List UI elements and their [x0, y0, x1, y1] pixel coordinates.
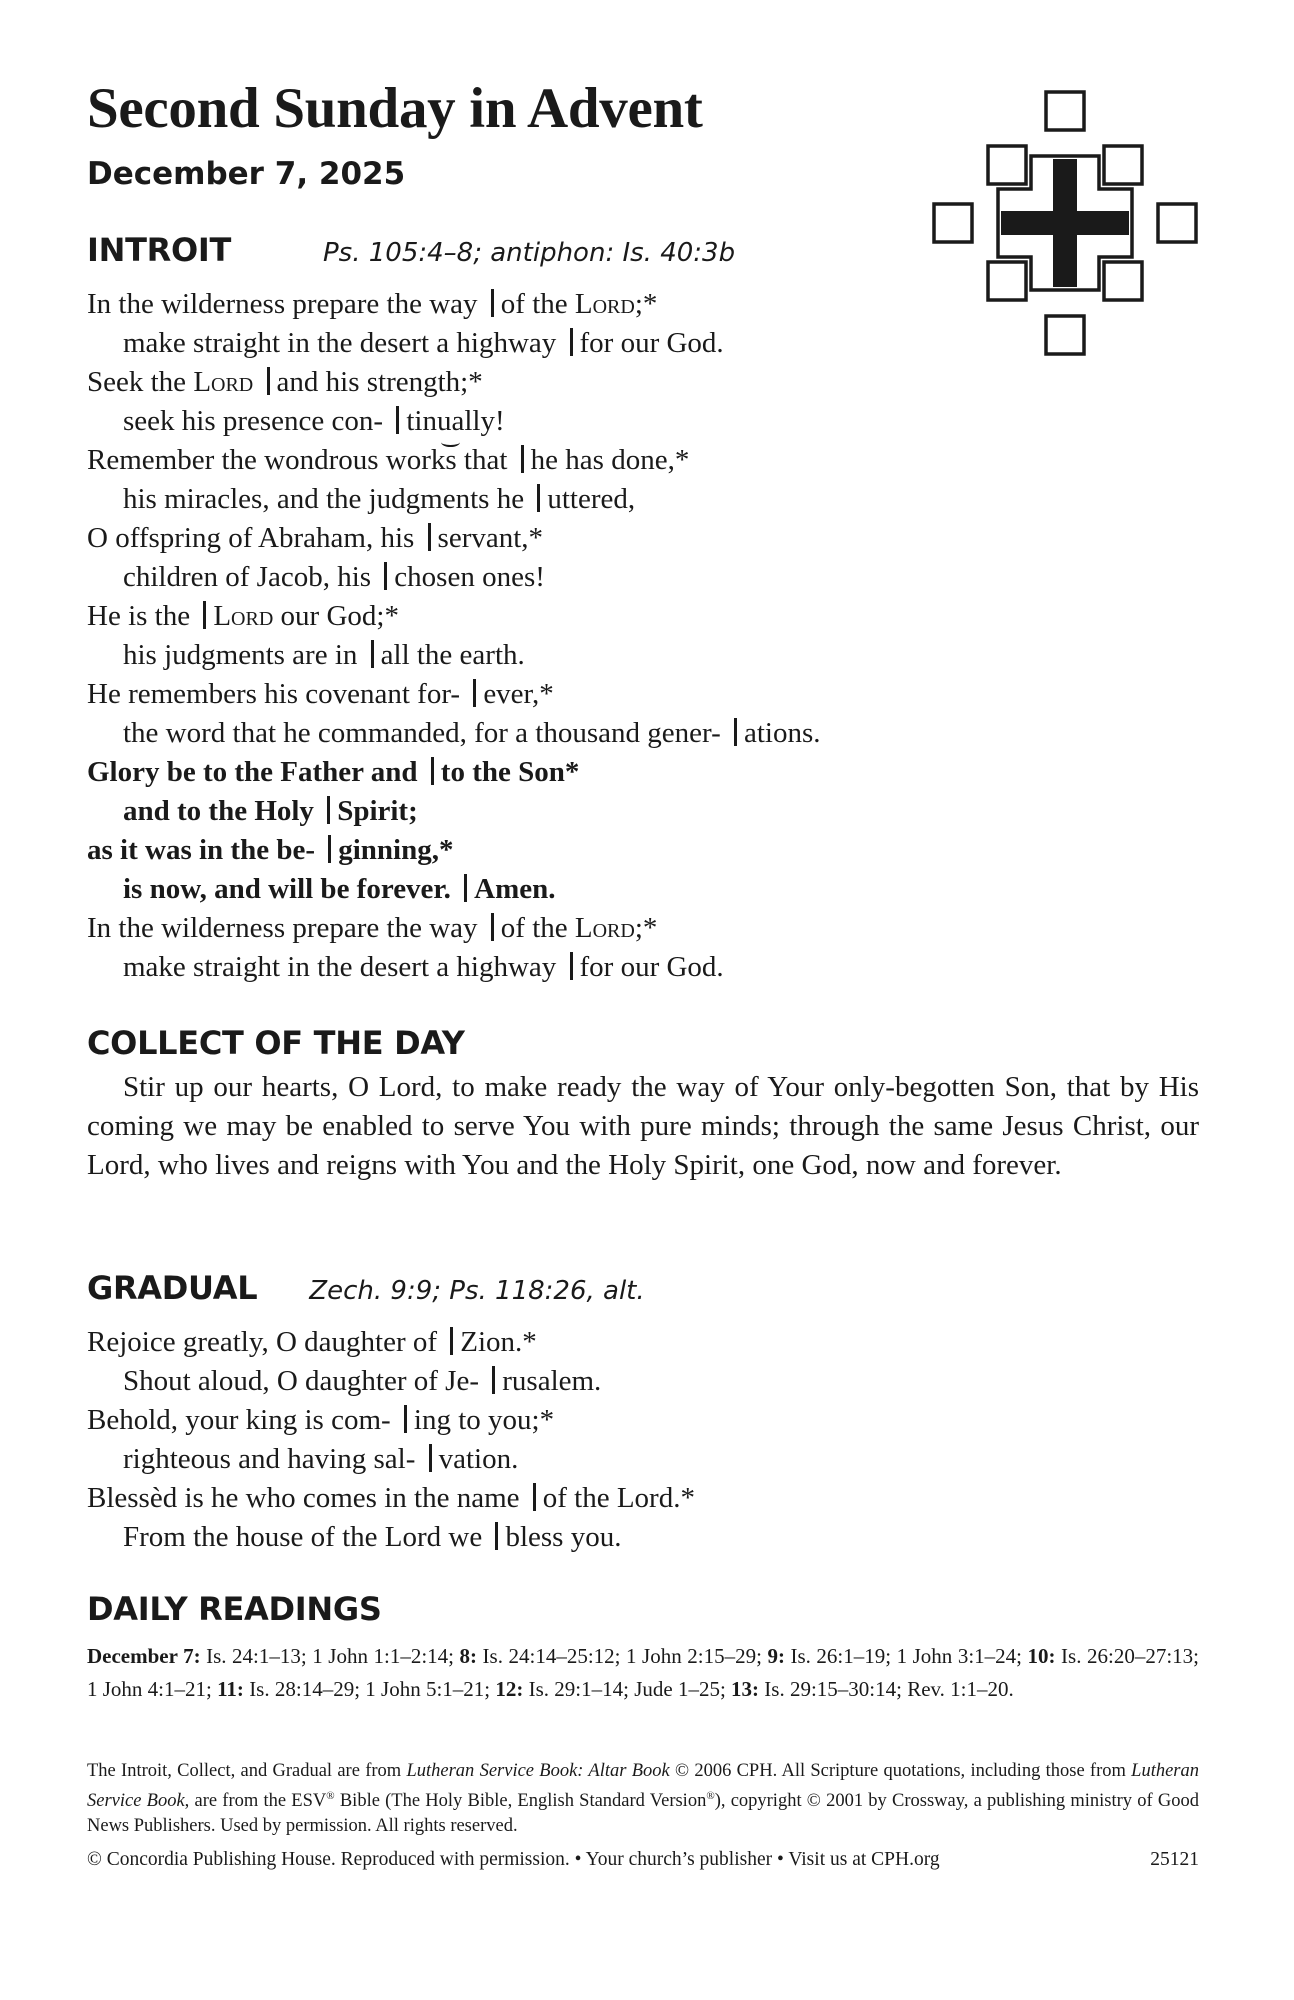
- gradual-line: righteous and having sal- vation.: [123, 1443, 519, 1475]
- gradual-title: GRADUAL: [87, 1269, 258, 1307]
- reading-day: 9:: [767, 1644, 785, 1668]
- slur-mark: ua: [437, 402, 464, 441]
- reading-refs: Is. 29:15–30:14; Rev. 1:1–20.: [759, 1677, 1014, 1701]
- introit-line: In the wilderness prepare the way of the Lord;*: [87, 288, 658, 320]
- introit-line: O offspring of Abraham, his servant,*: [87, 522, 544, 554]
- emblem-square-lower-left: [988, 262, 1026, 300]
- daily-readings-list: [87, 1640, 1199, 1706]
- copyright-credits: The Introit, Collect, and Gradual are from Lutheran Service Book: Altar Book © 2006 CPH. All Scripture quotations, including those from Lutheran Service Book, are from the ESV® Bible (The Holy Bible, English Standard Version®), copyright © 2001 by Crossway, a publishing ministry of Good News Publishers. Used by permission. All rights reserved.: [87, 1761, 1200, 1837]
- introit-line: children of Jacob, his chosen ones!: [123, 561, 545, 593]
- reading-day: 8:: [459, 1644, 478, 1668]
- introit-line: Remember the wondrous works that he has done,*: [87, 444, 690, 476]
- introit-line: his judgments are in all the earth.: [123, 639, 525, 671]
- reading-refs: Is. 29:1–14; Jude 1–25;: [523, 1677, 732, 1701]
- introit-line: make straight in the desert a highway for our God.: [123, 327, 724, 359]
- footer-text: © Concordia Publishing House. Reproduced with permission. • Your church’s publisher • Visit us at CPH.org: [87, 1849, 940, 1870]
- gradual-line: Rejoice greatly, O daughter of Zion.*: [87, 1326, 537, 1358]
- introit-line: Seek the Lord and his strength;*: [87, 366, 483, 398]
- introit-title: INTROIT: [87, 231, 231, 269]
- reading-day: 12:: [495, 1677, 524, 1701]
- introit-line: He is the Lord our God;*: [87, 600, 399, 632]
- item-code: 25121: [1150, 1849, 1199, 1870]
- collect-heading: COLLECT OF THE DAY: [87, 1024, 465, 1062]
- gradual-line: Shout aloud, O daughter of Je- rusalem.: [123, 1365, 602, 1397]
- service-date: December 7, 2025: [87, 156, 406, 192]
- reading-day: December 7:: [87, 1644, 201, 1668]
- gloria-patri-line: as it was in the be- ginning,*: [87, 834, 454, 866]
- gradual-reference: Zech. 9:9; Ps. 118:26, alt.: [309, 1276, 645, 1306]
- collect-text: Stir up our hearts, O Lord, to make ready the way of Your only-begotten Son, that by His coming we may be enabled to serve You with pure minds; through the same Jesus Christ, our Lord, who lives and reigns with You and the Holy Spirit, one God, now and forever.: [87, 1071, 1199, 1181]
- gloria-patri-line: is now, and will be forever. Amen.: [123, 873, 556, 905]
- emblem-square-right: [1158, 204, 1196, 242]
- introit-line: seek his presence con- tinually!: [87, 402, 821, 441]
- reading-day: 13:: [731, 1677, 760, 1701]
- emblem-cross: [1001, 159, 1129, 287]
- emblem-square-upper-right: [1104, 146, 1142, 184]
- gradual-psalm: [87, 1323, 695, 1557]
- reading-refs: Is. 26:1–19; 1 John 3:1–24;: [784, 1644, 1028, 1668]
- daily-readings-heading: DAILY READINGS: [87, 1590, 382, 1628]
- emblem-square-bottom: [1046, 316, 1084, 354]
- gradual-line: Blessèd is he who comes in the name of the Lord.*: [87, 1482, 695, 1514]
- emblem-square-upper-left: [988, 146, 1026, 184]
- reading-refs: Is. 26:20–27:13; 1 John 4:1–21;: [87, 1644, 1200, 1701]
- gradual-line: From the house of the Lord we bless you.: [123, 1521, 622, 1553]
- introit-psalm: [87, 285, 821, 987]
- emblem-square-lower-right: [1104, 262, 1142, 300]
- introit-line: In the wilderness prepare the way of the Lord;*: [87, 912, 658, 944]
- emblem-square-left: [934, 204, 972, 242]
- introit-line: his miracles, and the judgments he uttered,: [123, 483, 636, 515]
- reading-day: 10:: [1027, 1644, 1056, 1668]
- introit-line: the word that he commanded, for a thousand gener- ations.: [123, 717, 821, 749]
- reading-refs: Is. 28:14–29; 1 John 5:1–21;: [243, 1677, 496, 1701]
- emblem-square-top: [1046, 92, 1084, 130]
- introit-heading: [87, 230, 735, 273]
- introit-line: make straight in the desert a highway for our God.: [123, 951, 724, 983]
- advent-cross-icon: [930, 88, 1200, 358]
- publisher-footer: [87, 1845, 1199, 1875]
- reading-refs: Is. 24:1–13; 1 John 1:1–2:14;: [200, 1644, 460, 1668]
- reading-day: 11:: [217, 1677, 244, 1701]
- page-title: Second Sunday in Advent: [87, 77, 703, 140]
- gloria-patri-line: and to the Holy Spirit;: [123, 795, 418, 827]
- reading-refs: Is. 24:14–25:12; 1 John 2:15–29;: [477, 1644, 768, 1668]
- gradual-heading: [87, 1268, 645, 1311]
- introit-line: He remembers his covenant for- ever,*: [87, 678, 554, 710]
- gloria-patri-line: Glory be to the Father and to the Son*: [87, 756, 580, 788]
- introit-reference: Ps. 105:4–8; antiphon: Is. 40:3b: [323, 238, 736, 268]
- gradual-line: Behold, your king is com- ing to you;*: [87, 1404, 555, 1436]
